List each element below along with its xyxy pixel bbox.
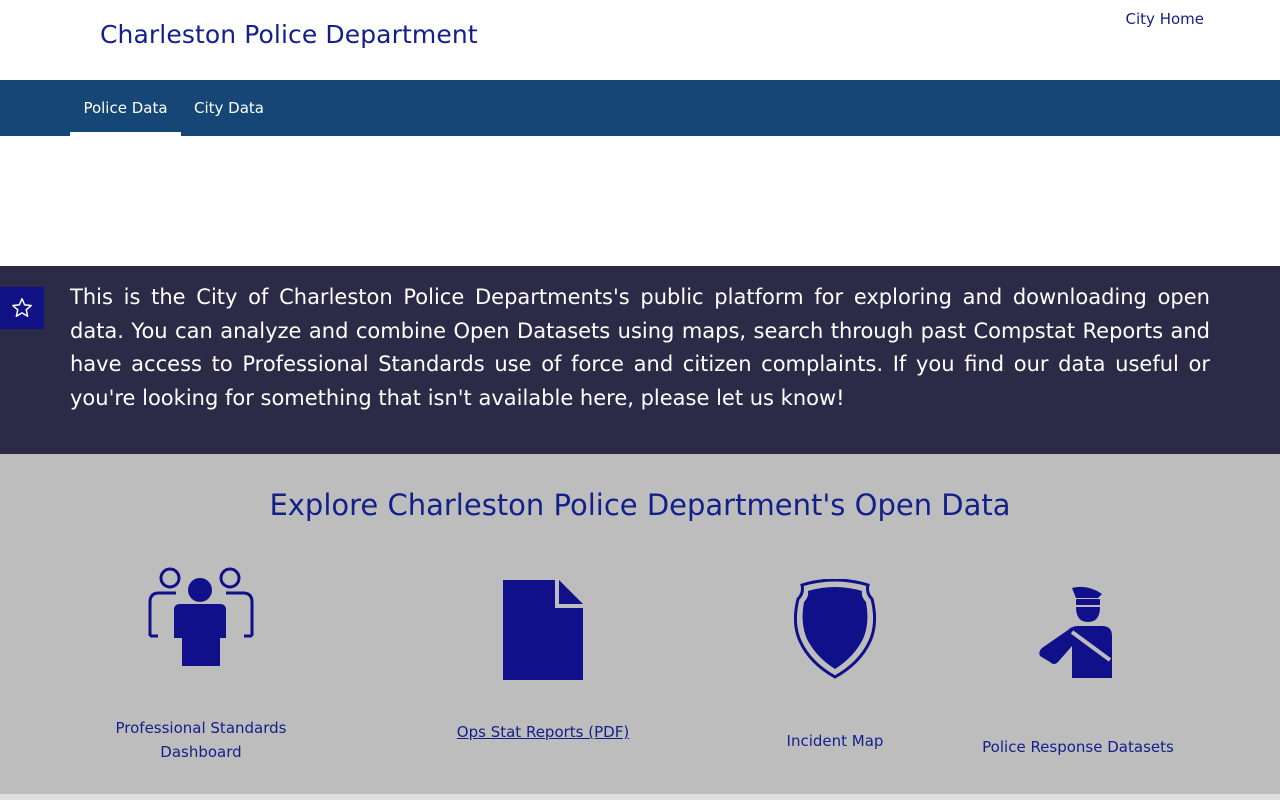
card-professional-standards[interactable] bbox=[101, 566, 301, 766]
card-label[interactable]: Police Response Datasets bbox=[982, 738, 1174, 756]
hero-spacer bbox=[0, 136, 1280, 266]
police-badge-icon bbox=[794, 579, 876, 679]
tab-police-data[interactable]: Police Data bbox=[70, 80, 181, 136]
city-home-link[interactable]: City Home bbox=[1125, 10, 1204, 28]
site-title[interactable]: Charleston Police Department bbox=[100, 20, 478, 49]
card-label[interactable]: Incident Map bbox=[786, 732, 884, 750]
intro-text: This is the City of Charleston Police Departments's public platform for exploring and downloading open data. You can analyze and combine Open Datasets using maps, search through past Compstat Reports and have access to Professional Standards use of force and citizen complaints. If you find our data useful or you're looking for something that isn't available here, please let us know! bbox=[70, 285, 1210, 410]
card-ops-stat-reports[interactable] bbox=[443, 580, 643, 750]
ops-stat-reports-link[interactable]: Ops Stat Reports (PDF) bbox=[456, 723, 630, 741]
site-header bbox=[0, 0, 1280, 80]
card-incident-map[interactable] bbox=[735, 579, 935, 754]
card-police-response[interactable] bbox=[978, 586, 1178, 761]
footer-divider bbox=[0, 794, 1280, 800]
document-icon bbox=[503, 580, 583, 680]
main-nav bbox=[0, 80, 1280, 136]
star-icon bbox=[11, 297, 33, 319]
card-label[interactable]: Professional Standards Dashboard bbox=[115, 719, 287, 761]
explore-title: Explore Charleston Police Department's Open Data bbox=[269, 488, 1011, 522]
tab-city-data[interactable]: City Data bbox=[194, 99, 264, 117]
favorite-button[interactable] bbox=[0, 287, 44, 329]
police-officer-icon bbox=[1038, 586, 1114, 680]
people-group-icon bbox=[148, 566, 254, 670]
